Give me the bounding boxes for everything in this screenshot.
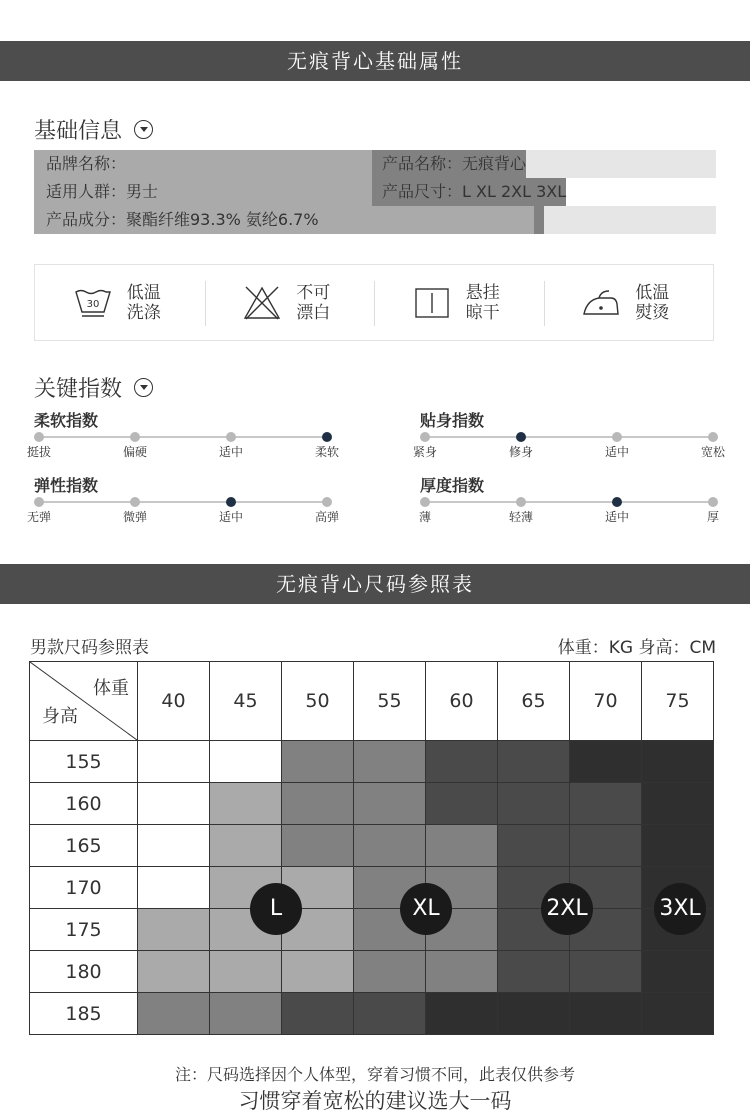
size-cell xyxy=(138,909,210,951)
size-chart-title: 男款尺码参照表 xyxy=(30,638,149,658)
table-row xyxy=(30,867,714,909)
scale-dot xyxy=(130,497,140,507)
size-cell xyxy=(282,825,354,867)
scale-title: 弹性指数 xyxy=(34,476,99,495)
info-cell: 产品名称：无痕背心 xyxy=(372,150,526,178)
info-cell xyxy=(534,206,544,234)
size-badge-3xl: 3XL xyxy=(654,883,706,935)
scale-dot xyxy=(420,432,430,442)
size-chart-table xyxy=(29,661,714,1035)
scale-label: 柔软 xyxy=(314,445,340,459)
table-row xyxy=(30,993,714,1035)
care-text-line: 悬挂 xyxy=(465,282,500,303)
weight-header: 70 xyxy=(570,662,642,741)
scale-dot xyxy=(130,432,140,442)
scale-title: 厚度指数 xyxy=(420,476,485,495)
hang-dry-icon xyxy=(412,285,452,321)
size-cell xyxy=(354,783,426,825)
size-badge-l: L xyxy=(250,883,302,935)
size-note: 注：尺码选择因个人体型，穿着习惯不同，此表仅供参考 xyxy=(174,1065,575,1084)
size-cell xyxy=(642,993,714,1035)
size-cell xyxy=(282,741,354,783)
size-cell xyxy=(642,741,714,783)
care-text xyxy=(466,283,506,323)
scale-label: 偏硬 xyxy=(122,445,148,459)
scale-title: 柔软指数 xyxy=(34,411,99,430)
info-cell: 品牌名称： xyxy=(34,150,372,178)
size-cell xyxy=(570,993,642,1035)
scale-label: 适中 xyxy=(218,445,244,459)
care-item-dry xyxy=(374,265,544,340)
size-table-corner xyxy=(30,662,138,741)
size-cell xyxy=(282,993,354,1035)
scale-label: 适中 xyxy=(218,510,244,524)
info-row xyxy=(34,150,716,178)
weight-header: 65 xyxy=(498,662,570,741)
size-cell xyxy=(138,951,210,993)
size-cell xyxy=(642,951,714,993)
size-cell xyxy=(210,825,282,867)
index-scale xyxy=(412,408,726,459)
size-cell xyxy=(138,867,210,909)
scale-dot xyxy=(34,497,44,507)
table-row xyxy=(30,825,714,867)
wash-30-icon xyxy=(73,286,113,320)
weight-header: 60 xyxy=(426,662,498,741)
care-text xyxy=(296,283,336,323)
scale-dot xyxy=(420,497,430,507)
height-header: 160 xyxy=(30,783,138,825)
scale-dot xyxy=(516,497,526,507)
scale-dot xyxy=(612,432,622,442)
size-note-advice: 习惯穿着宽松的建议选大一码 xyxy=(238,1089,512,1113)
scale-dot xyxy=(226,432,236,442)
no-bleach-icon xyxy=(242,285,282,321)
scale-dot xyxy=(612,497,622,507)
table-row xyxy=(30,741,714,783)
scale-label: 微弹 xyxy=(122,510,148,524)
table-row xyxy=(30,909,714,951)
height-header: 155 xyxy=(30,741,138,783)
size-cell xyxy=(570,951,642,993)
info-row xyxy=(34,206,716,234)
scale-label: 紧身 xyxy=(412,445,438,459)
basic-info-heading xyxy=(34,114,153,145)
care-text-line: 漂白 xyxy=(296,302,331,323)
key-index-heading xyxy=(34,372,153,403)
size-cell xyxy=(354,741,426,783)
care-text-line: 低温 xyxy=(126,282,161,303)
size-cell xyxy=(354,825,426,867)
scale-label: 薄 xyxy=(418,510,432,524)
table-row xyxy=(30,783,714,825)
scale-label: 挺拔 xyxy=(26,445,52,459)
size-cell xyxy=(498,825,570,867)
section-banner-size-chart: 无痕背心尺码参照表 xyxy=(0,564,750,604)
scale-dot xyxy=(322,432,332,442)
key-index-title: 关键指数 xyxy=(34,377,123,402)
height-axis-label: 身高 xyxy=(42,706,78,727)
size-cell xyxy=(426,741,498,783)
size-cell xyxy=(138,741,210,783)
size-cell xyxy=(282,783,354,825)
scale-label: 宽松 xyxy=(700,445,726,459)
scale-dot xyxy=(516,432,526,442)
size-cell xyxy=(426,783,498,825)
scale-dot xyxy=(226,497,236,507)
size-badge-2xl: 2XL xyxy=(541,883,593,935)
care-text-line: 低温 xyxy=(635,282,670,303)
index-scale xyxy=(26,408,340,459)
care-item-wash xyxy=(35,265,205,340)
scale-label: 厚 xyxy=(706,510,720,524)
size-chart-units: 体重：KG 身高：CM xyxy=(557,638,716,658)
weight-header: 75 xyxy=(642,662,714,741)
size-cell xyxy=(570,783,642,825)
size-cell xyxy=(282,951,354,993)
care-text-line: 晾干 xyxy=(465,302,500,323)
size-badge-xl: XL xyxy=(400,883,452,935)
size-cell xyxy=(570,825,642,867)
care-text xyxy=(635,283,675,323)
weight-axis-label: 体重 xyxy=(93,678,129,699)
index-scale xyxy=(420,473,722,524)
size-cell xyxy=(426,951,498,993)
scale-dot xyxy=(708,497,718,507)
scale-label: 适中 xyxy=(604,445,630,459)
height-header: 180 xyxy=(30,951,138,993)
chevron-down-icon[interactable] xyxy=(134,120,153,139)
height-header: 185 xyxy=(30,993,138,1035)
size-cell xyxy=(210,783,282,825)
scale-label: 适中 xyxy=(604,510,630,524)
care-text-line: 洗涤 xyxy=(126,302,161,323)
info-cell: 产品成分：聚酯纤维93.3% 氨纶6.7% xyxy=(34,206,534,234)
height-header: 165 xyxy=(30,825,138,867)
weight-header: 40 xyxy=(138,662,210,741)
scale-title: 贴身指数 xyxy=(420,411,485,430)
size-cell xyxy=(498,783,570,825)
care-instructions xyxy=(34,264,714,341)
weight-header: 50 xyxy=(282,662,354,741)
care-text-line: 不可 xyxy=(296,282,331,303)
size-cell xyxy=(642,825,714,867)
scale-label: 修身 xyxy=(508,445,534,459)
care-item-iron xyxy=(544,265,714,340)
basic-info-title: 基础信息 xyxy=(34,119,123,144)
scale-dot xyxy=(34,432,44,442)
size-cell xyxy=(426,993,498,1035)
info-row xyxy=(34,178,716,206)
size-cell xyxy=(138,783,210,825)
size-cell xyxy=(642,783,714,825)
size-cell xyxy=(210,741,282,783)
care-text-line: 熨烫 xyxy=(635,302,670,323)
chevron-down-icon[interactable] xyxy=(134,378,153,397)
size-cell xyxy=(138,825,210,867)
care-item-bleach xyxy=(205,265,375,340)
size-cell xyxy=(498,741,570,783)
height-header: 170 xyxy=(30,867,138,909)
weight-header: 45 xyxy=(210,662,282,741)
size-cell xyxy=(138,993,210,1035)
care-text xyxy=(127,283,167,323)
info-cell: 适用人群：男士 xyxy=(34,178,372,206)
scale-dot xyxy=(708,432,718,442)
scale-label: 无弹 xyxy=(26,510,52,524)
index-scale xyxy=(26,473,340,524)
size-cell xyxy=(498,993,570,1035)
size-cell xyxy=(498,951,570,993)
info-cell: 产品尺寸：L XL 2XL 3XL xyxy=(372,178,566,206)
low-iron-icon xyxy=(581,286,621,320)
size-table-header-row xyxy=(30,662,714,741)
size-cell xyxy=(354,993,426,1035)
scale-label: 高弹 xyxy=(314,510,340,524)
size-cell xyxy=(210,951,282,993)
size-cell xyxy=(426,825,498,867)
basic-info-table xyxy=(34,150,716,234)
size-cell xyxy=(570,741,642,783)
size-cell xyxy=(354,951,426,993)
height-header: 175 xyxy=(30,909,138,951)
wash-temp-label: 30 xyxy=(86,298,100,310)
scale-label: 轻薄 xyxy=(508,510,534,524)
section-banner-attributes: 无痕背心基础属性 xyxy=(0,41,750,81)
table-row xyxy=(30,951,714,993)
size-cell xyxy=(210,993,282,1035)
weight-header: 55 xyxy=(354,662,426,741)
scale-dot xyxy=(322,497,332,507)
